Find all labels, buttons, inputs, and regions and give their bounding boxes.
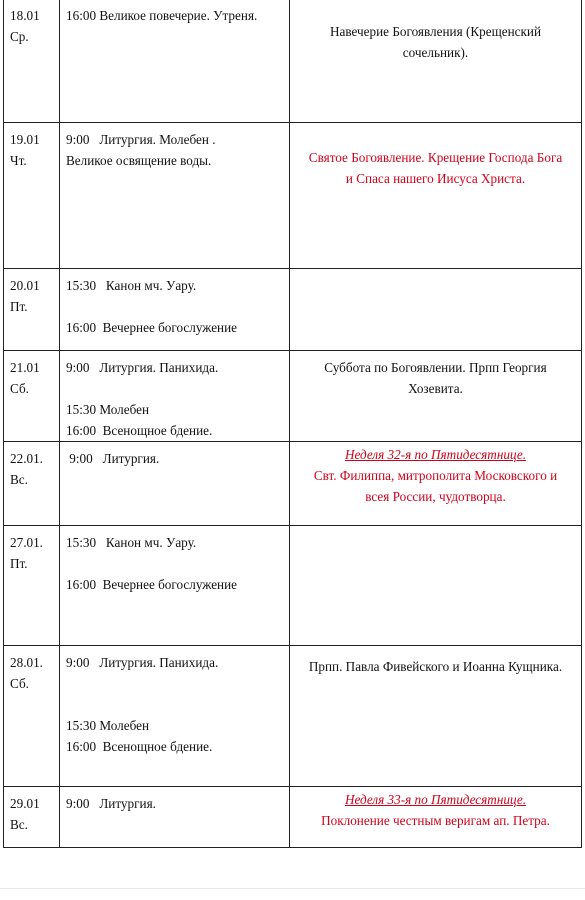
feast-line: Хозевита. xyxy=(408,381,463,396)
weekday: Ср. xyxy=(10,29,29,44)
service-line: 16:00 Всенощное бдение. xyxy=(66,739,213,754)
feast-line: Прпп. Павла Фивейского и Иоанна Кущника. xyxy=(308,659,563,674)
date-cell xyxy=(4,123,60,269)
table-row xyxy=(4,526,582,646)
table-row xyxy=(4,351,582,442)
weekday: Сб. xyxy=(10,676,29,691)
table-row xyxy=(4,787,582,848)
services-cell xyxy=(60,442,290,526)
feast-cell xyxy=(290,351,582,442)
service-line: 9:00 Литургия. xyxy=(66,451,160,466)
page-divider xyxy=(0,888,585,889)
service-line: 16:00 Великое повечерие. Утреня. xyxy=(66,8,258,23)
feast-line: Суббота по Богоявлении. Прпп Георгия xyxy=(324,360,547,375)
service-line: 9:00 Литургия. Панихида. xyxy=(66,655,219,670)
date-cell xyxy=(4,526,60,646)
services-cell xyxy=(60,269,290,351)
feast-line: и Спаса нашего Иисуса Христа. xyxy=(345,171,526,186)
feast-cell xyxy=(290,269,582,351)
feast-cell xyxy=(290,787,582,848)
date-cell xyxy=(4,351,60,442)
table-row xyxy=(4,442,582,526)
services-cell xyxy=(60,123,290,269)
feast-line: сочельник). xyxy=(402,45,469,60)
services-cell xyxy=(60,787,290,848)
schedule-table xyxy=(3,0,582,848)
date: 28.01. xyxy=(10,655,43,670)
service-line: 16:00 Всенощное бдение. xyxy=(66,423,213,438)
weekday: Вс. xyxy=(10,472,28,487)
feast-header: Неделя 33-я по Пятидесятнице. xyxy=(344,792,527,807)
date-cell xyxy=(4,0,60,123)
date: 22.01. xyxy=(10,451,43,466)
service-line: 9:00 Литургия. Молебен . xyxy=(66,132,216,147)
feast-cell xyxy=(290,442,582,526)
date: 18.01 xyxy=(10,8,40,23)
service-line: 16:00 Вечернее богослужение xyxy=(66,320,238,335)
service-line: Великое освящение воды. xyxy=(66,153,212,168)
weekday: Вс. xyxy=(10,817,28,832)
feast-cell xyxy=(290,0,582,123)
table-row xyxy=(4,123,582,269)
feast-cell xyxy=(290,123,582,269)
date-cell xyxy=(4,442,60,526)
date: 19.01 xyxy=(10,132,40,147)
weekday: Сб. xyxy=(10,381,29,396)
date: 27.01. xyxy=(10,535,43,550)
feast-line: всея России, чудотворца. xyxy=(365,489,506,504)
feast-header: Неделя 32-я по Пятидесятнице. xyxy=(344,447,527,462)
date-cell xyxy=(4,646,60,787)
date-cell xyxy=(4,787,60,848)
table-row xyxy=(4,646,582,787)
weekday: Пт. xyxy=(10,299,28,314)
feast-line: Свт. Филиппа, митрополита Московского и xyxy=(313,468,558,483)
table-row xyxy=(4,269,582,351)
service-line: 16:00 Вечернее богослужение xyxy=(66,577,238,592)
service-line: 15:30 Молебен xyxy=(66,402,150,417)
date: 21.01 xyxy=(10,360,40,375)
table-row xyxy=(4,0,582,123)
service-line: 15:30 Канон мч. Уару. xyxy=(66,278,197,293)
service-line: 9:00 Литургия. xyxy=(66,796,156,811)
feast-cell xyxy=(290,526,582,646)
feast-cell xyxy=(290,646,582,787)
services-cell xyxy=(60,351,290,442)
weekday: Пт. xyxy=(10,556,28,571)
date-cell xyxy=(4,269,60,351)
feast-line: Поклонение честным веригам ап. Петра. xyxy=(321,813,550,828)
date: 20.01 xyxy=(10,278,40,293)
weekday: Чт. xyxy=(10,153,27,168)
date: 29.01 xyxy=(10,796,40,811)
service-line: 15:30 Молебен xyxy=(66,718,150,733)
services-cell xyxy=(60,526,290,646)
service-line: 15:30 Канон мч. Уару. xyxy=(66,535,197,550)
services-cell xyxy=(60,0,290,123)
feast-line: Святое Богоявление. Крещение Господа Бога xyxy=(308,150,563,165)
service-line: 9:00 Литургия. Панихида. xyxy=(66,360,219,375)
services-cell xyxy=(60,646,290,787)
feast-line: Навечерие Богоявления (Крещенский xyxy=(329,24,542,39)
